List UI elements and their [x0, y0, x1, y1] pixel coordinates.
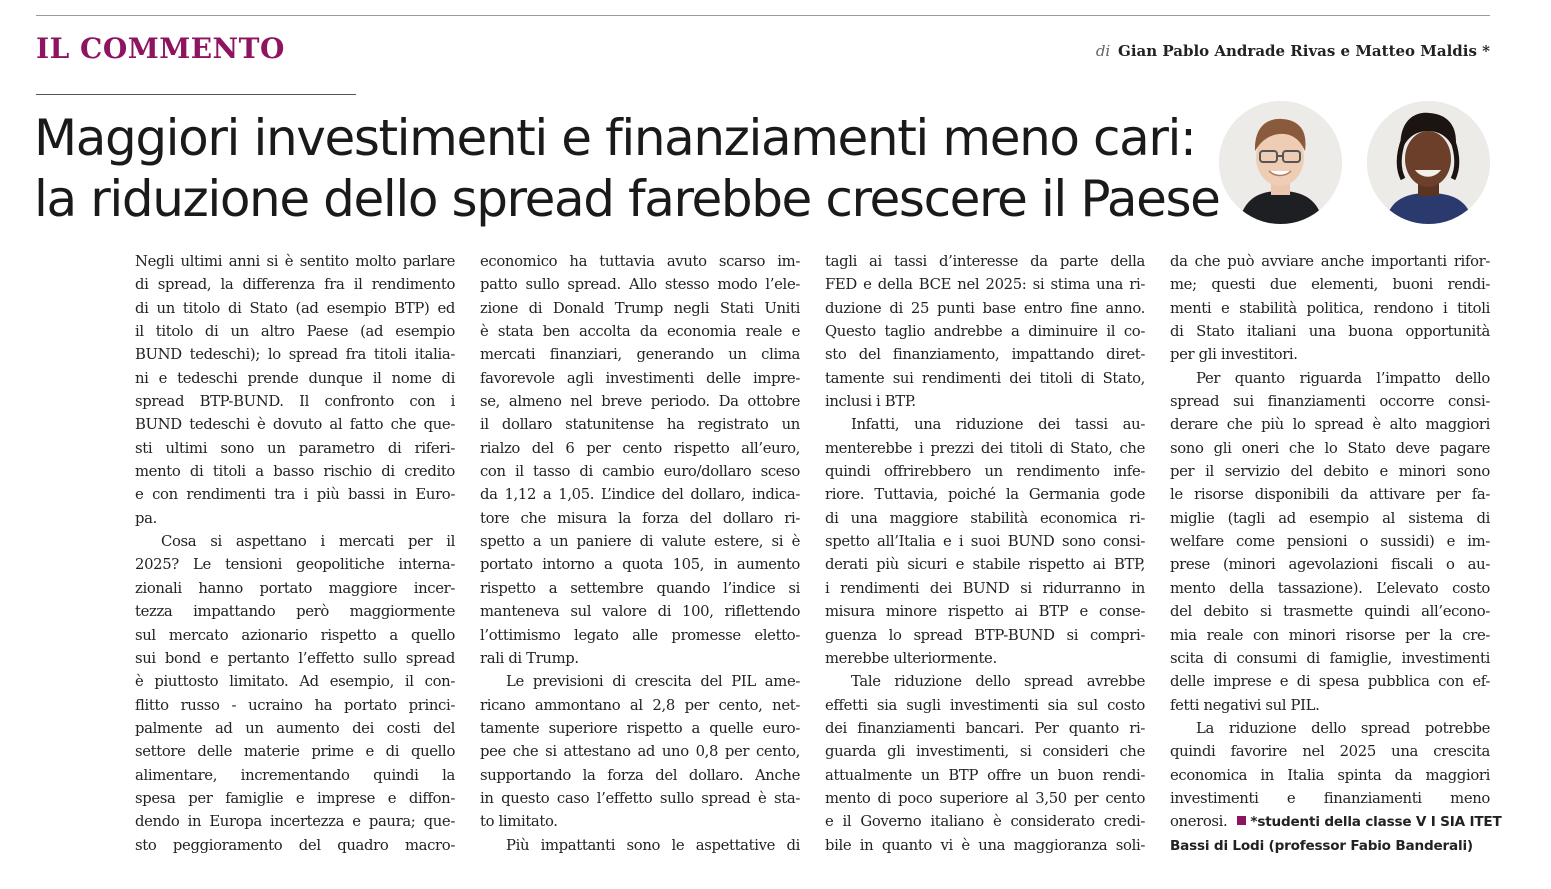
text-line: l’ottimismo legato alle promesse eletto- — [480, 626, 800, 644]
text-line: tezza impattando però maggiormente — [135, 603, 455, 621]
text-line: economica in Italia spinta da maggiori — [1170, 766, 1490, 784]
text-line: La riduzione dello spread potrebbe — [1196, 719, 1490, 737]
text-line: spetto a un paniere di valute estere, si è — [480, 533, 800, 551]
text-line: in questo caso l’effetto sullo spread è sta- — [480, 789, 800, 807]
text-line: attualmente un BTP offre un buon rendi- — [825, 766, 1145, 784]
text-line: i rendimenti dei BUND si ridurranno in — [825, 579, 1145, 597]
text-line: ricano ammontano al 2,8 per cento, net- — [480, 696, 800, 714]
text-line: investimenti e finanziamenti meno — [1170, 789, 1490, 807]
text-line: to limitato. — [480, 813, 558, 831]
text-line: sto del finanziamento, impattando diret- — [825, 346, 1145, 364]
text-line: fetti negativi sul PIL. — [1170, 696, 1320, 714]
text-line: per gli investitori. — [1170, 346, 1298, 364]
text-line: portato intorno a quota 105, in aumento — [480, 556, 800, 574]
text-line: Più impattanti sono le aspettative di — [506, 836, 800, 854]
text-line: e il Governo italiano è considerato credi- — [825, 813, 1145, 831]
text-line: Questo taglio andrebbe a diminuire il co- — [825, 323, 1145, 341]
text-line: tamente sui rendimenti dei titoli di Stato, — [825, 369, 1145, 387]
text-line: il dollaro statunitense ha registrato un — [480, 416, 800, 434]
text-line: del debito si trasmette quindi all’econo- — [1170, 603, 1490, 621]
text-line: sul mercato azionario rispetto a quello — [135, 626, 455, 644]
text-line: ni e tedeschi prende dunque il nome di — [135, 369, 455, 387]
byline-authors: Gian Pablo Andrade Rivas e Matteo Maldis * — [1118, 42, 1490, 60]
article-column-4 — [1170, 250, 1502, 857]
text-line: Tale riduzione dello spread avrebbe — [851, 673, 1145, 691]
text-line: di una maggiore stabilità economica ri- — [825, 509, 1145, 527]
headline-line-1: Maggiori investimenti e finanziamenti meno cari: — [34, 109, 1196, 167]
text-line: di un titolo di Stato (ad esempio BTP) ed — [135, 299, 455, 317]
text-line: welfare come pensioni o sussidi) e im- — [1170, 533, 1490, 551]
text-line: mercati finanziari, generando un clima — [480, 346, 800, 364]
text-line: patto sullo spread. Allo stesso modo l’ele- — [480, 276, 800, 294]
text-line: settore delle materie prime e di quello — [135, 743, 455, 761]
text-line: zionali hanno portato maggiore incer- — [135, 579, 455, 597]
author-note — [1170, 834, 1490, 857]
text-line: Cosa si aspettano i mercati per il — [161, 533, 455, 551]
end-mark-square — [1237, 816, 1246, 825]
text-line: tagli ai tassi d’interesse da parte della — [825, 253, 1145, 270]
top-rule — [36, 15, 1490, 16]
text-line: misura minore rispetto ai BTP e conse- — [825, 603, 1145, 621]
author-photo-1 — [1219, 101, 1342, 224]
text-line: guenza lo spread BTP-BUND si compri- — [825, 626, 1145, 644]
text-line: inclusi i BTP. — [825, 393, 916, 411]
text-line: guarda gli investimenti, si consideri che — [825, 743, 1145, 761]
text-line: da che può avviare anche importanti rifor- — [1170, 253, 1490, 270]
text-line: menterebbe i prezzi dei titoli di Stato, che — [825, 439, 1145, 457]
text-line: flitto russo - ucraino ha portato princi- — [135, 696, 455, 714]
text-line: prese (minori agevolazioni fiscali o au- — [1170, 556, 1490, 574]
text-line: onerosi. — [1170, 813, 1228, 831]
text-line: palmente ad un aumento dei costi del — [135, 719, 455, 737]
text-line: di Stato italiani una buona opportunità — [1170, 323, 1490, 341]
text-line: menti e stabilità politica, rendono i titoli — [1170, 299, 1490, 317]
text-line: mento di poco superiore al 3,50 per cento — [825, 789, 1145, 807]
section-rule — [36, 94, 356, 95]
text-line: pa. — [135, 509, 157, 527]
text-line: mia reale con minori risorse per la cre- — [1170, 626, 1490, 644]
text-line: bile in quanto vi è una maggioranza soli- — [825, 836, 1145, 854]
text-line: miglie (tagli ad esempio al sistema di — [1170, 509, 1490, 527]
text-line: scita di consumi di famiglie, investimenti — [1170, 649, 1490, 667]
text-line: tore che misura la forza del dollaro ri- — [480, 509, 800, 527]
text-line: spread BTP-BUND. Il confronto con i — [135, 393, 455, 411]
text-line: delle imprese e di spesa pubblica con ef- — [1170, 673, 1490, 691]
text-line: mento di titoli a basso rischio di credito — [135, 463, 455, 481]
author-note-line-1: *studenti della classe V I SIA ITET — [1250, 814, 1502, 831]
text-line: me; questi due elementi, buoni rendi- — [1170, 276, 1490, 294]
text-line: BUND tedeschi è dovuto al fatto che que- — [135, 416, 455, 434]
text-line: effetti sia sugli investimenti sia sul costo — [825, 696, 1145, 714]
text-line: derare che più lo spread è alto maggiori — [1170, 416, 1490, 434]
text-line: derati più sicuri e stabile rispetto ai BTP, — [825, 556, 1145, 574]
text-line: rali di Trump. — [480, 649, 579, 667]
text-line: Negli ultimi anni si è sentito molto parlare — [135, 253, 455, 270]
text-line: Le previsioni di crescita del PIL ame- — [506, 673, 800, 691]
headline — [34, 108, 1220, 230]
text-line: favorevole agli investimenti delle impre- — [480, 369, 800, 387]
text-line: rispetto a settembre quando l’indice si — [480, 579, 800, 597]
text-line: riore. Tuttavia, poiché la Germania gode — [825, 486, 1145, 504]
text-line: 2025? Le tensioni geopolitiche interna- — [135, 556, 455, 574]
text-line: sti ultimi sono un parametro di riferi- — [135, 439, 455, 457]
article-column-2 — [480, 250, 800, 857]
text-line: e con rendimenti tra i più bassi in Euro- — [135, 486, 455, 504]
text-line: il titolo di un altro Paese (ad esempio — [135, 323, 455, 341]
text-line: di spread, la differenza fra il rendimento — [135, 276, 455, 294]
byline — [1096, 42, 1490, 60]
text-line: le risorse disponibili da attivare per fa- — [1170, 486, 1490, 504]
headline-line-2: la riduzione dello spread farebbe crescere il Paese — [34, 170, 1220, 228]
text-line: manteneva sul valore di 100, riflettendo — [480, 603, 800, 621]
text-line: alimentare, incrementando quindi la — [135, 766, 455, 784]
section-label: IL COMMENTO — [36, 32, 285, 65]
text-line: tamente superiore rispetto a quelle euro- — [480, 719, 800, 737]
text-line: FED e della BCE nel 2025: si stima una ri- — [825, 276, 1145, 294]
text-line: Per quanto riguarda l’impatto dello — [1196, 369, 1490, 387]
text-line: spesa per famiglie e imprese e diffon- — [135, 789, 455, 807]
text-line: quindi favorire nel 2025 una crescita — [1170, 743, 1490, 761]
text-line: spetto all’Italia e i suoi BUND sono consi- — [825, 533, 1145, 551]
article-column-1 — [135, 250, 455, 857]
text-line: quindi offrirebbero un rendimento infe- — [825, 463, 1145, 481]
text-line: se, almeno nel breve periodo. Da ottobre — [480, 393, 800, 411]
text-line: da 1,12 a 1,05. L’indice del dollaro, indica- — [480, 486, 800, 504]
author-photo-2 — [1367, 101, 1490, 224]
text-line: sui bond e pertanto l’effetto sullo spread — [135, 649, 455, 667]
text-line: economico ha tuttavia avuto scarso im- — [480, 253, 800, 270]
author-note-line-2: Bassi di Lodi (professor Fabio Banderali) — [1170, 837, 1473, 854]
text-line: sto peggioramento del quadro macro- — [135, 836, 455, 854]
text-line: pee che si attestano ad uno 0,8 per cento, — [480, 743, 800, 761]
text-line: con il tasso di cambio euro/dollaro sceso — [480, 463, 800, 481]
text-line: spread sui finanziamenti occorre consi- — [1170, 393, 1490, 411]
text-line: è stata ben accolta da economia reale e — [480, 323, 800, 341]
article-column-3 — [825, 250, 1145, 857]
text-line: zione di Donald Trump negli Stati Uniti — [480, 299, 800, 317]
text-line: duzione di 25 punti base entro fine anno. — [825, 299, 1145, 317]
byline-prefix: di — [1095, 42, 1111, 60]
text-line: merebbe ulteriormente. — [825, 649, 997, 667]
signature-line — [1170, 810, 1502, 833]
text-line: rialzo del 6 per cento rispetto all’euro, — [480, 439, 800, 457]
text-line: è piuttosto limitato. Ad esempio, il con- — [135, 673, 455, 691]
text-line: Infatti, una riduzione dei tassi au- — [851, 416, 1145, 434]
text-line: supportando la forza del dollaro. Anche — [480, 766, 800, 784]
text-line: dendo in Europa incertezza e paura; que- — [135, 813, 455, 831]
text-line: mento della tassazione). L’elevato costo — [1170, 579, 1490, 597]
text-line: per il servizio del debito e minori sono — [1170, 463, 1490, 481]
text-line: sono gli oneri che lo Stato deve pagare — [1170, 439, 1490, 457]
text-line: dei finanziamenti bancari. Per quanto ri- — [825, 719, 1145, 737]
text-line: BUND tedeschi); lo spread fra titoli italia- — [135, 346, 455, 364]
